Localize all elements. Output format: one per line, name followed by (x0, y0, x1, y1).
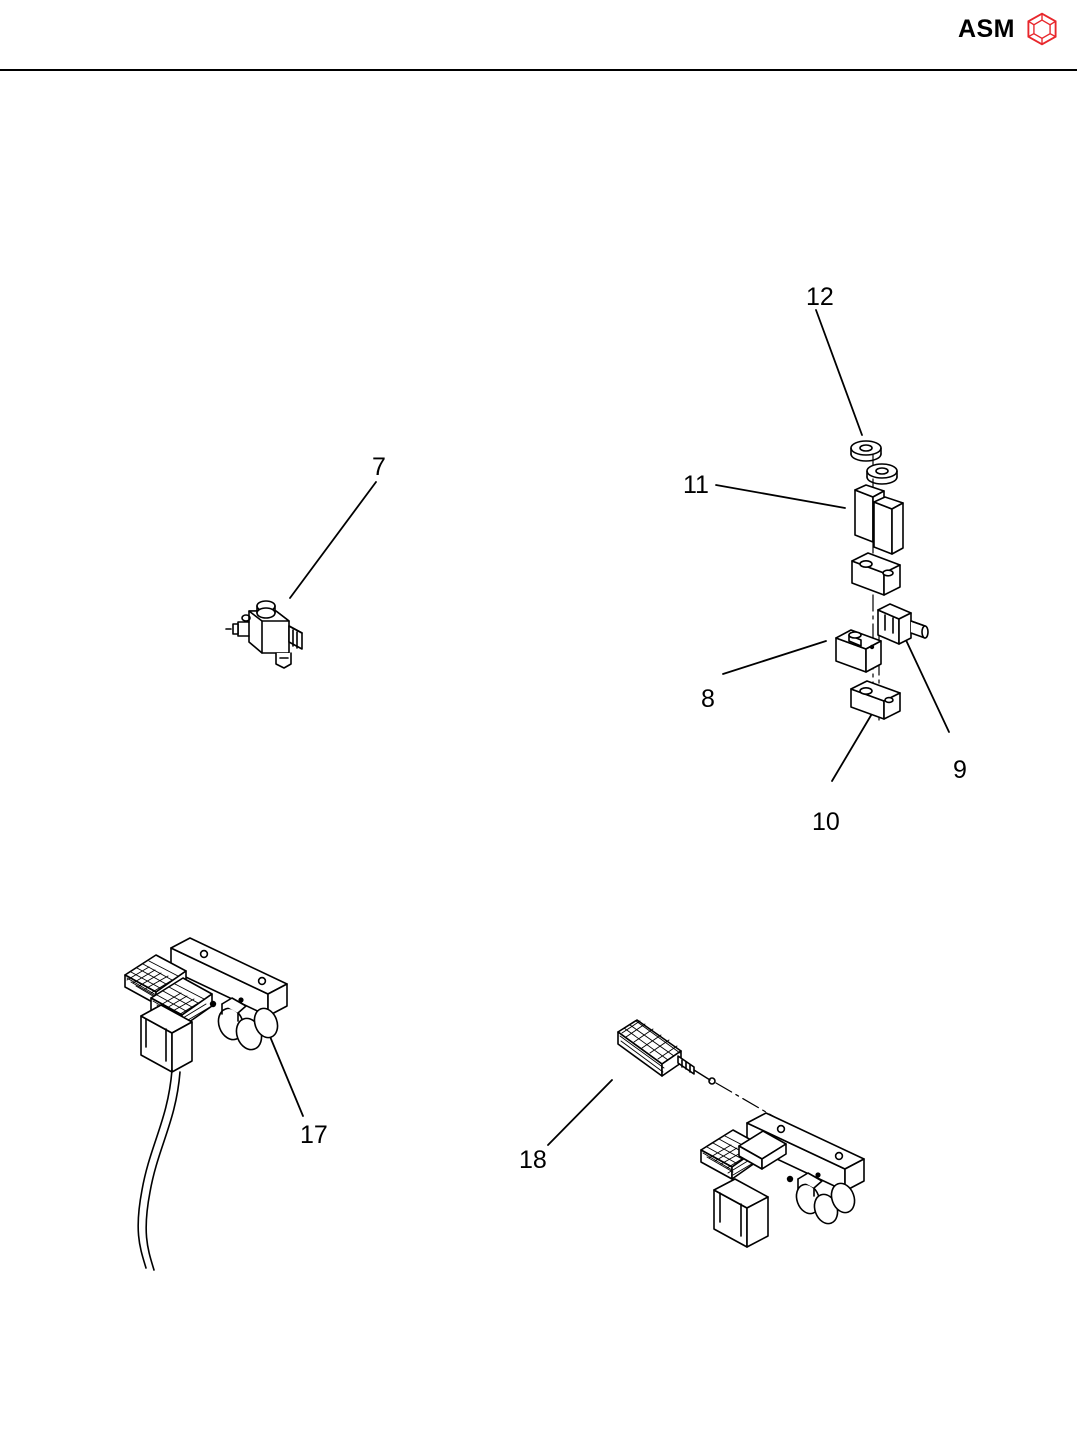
page-header (0, 0, 1077, 70)
callout-label-7: 7 (372, 453, 386, 481)
upper-manifold-block (852, 553, 900, 595)
part-11-sleeve-pair (716, 485, 903, 554)
callout-label-11: 11 (683, 471, 709, 499)
callout-label-10: 10 (812, 808, 840, 836)
callout-label-18: 18 (519, 1146, 547, 1174)
stacked-manifold-assembly (716, 310, 949, 781)
part-18-knurled-connector-assembly (548, 1020, 864, 1247)
callout-label-8: 8 (701, 685, 715, 713)
technical-illustration (0, 70, 1077, 1449)
brand-logo (958, 12, 1059, 46)
callout-label-9: 9 (953, 756, 967, 784)
threaded-pin-18 (678, 1056, 715, 1084)
part-8-manifold-block (723, 630, 881, 674)
part-17-cable-block-assembly (125, 938, 303, 1270)
callout-label-17: 17 (300, 1121, 328, 1149)
callout-label-12: 12 (806, 283, 834, 311)
part-10-flange-plate (832, 681, 900, 781)
cable-pair (138, 1070, 180, 1270)
part-7-valve-assembly (226, 482, 376, 668)
knurled-grip-18 (618, 1020, 681, 1076)
hexagon-cube-logo-icon (1025, 12, 1059, 46)
part-12-washer-pair (816, 310, 897, 484)
brand-name: ASM (957, 14, 1015, 43)
